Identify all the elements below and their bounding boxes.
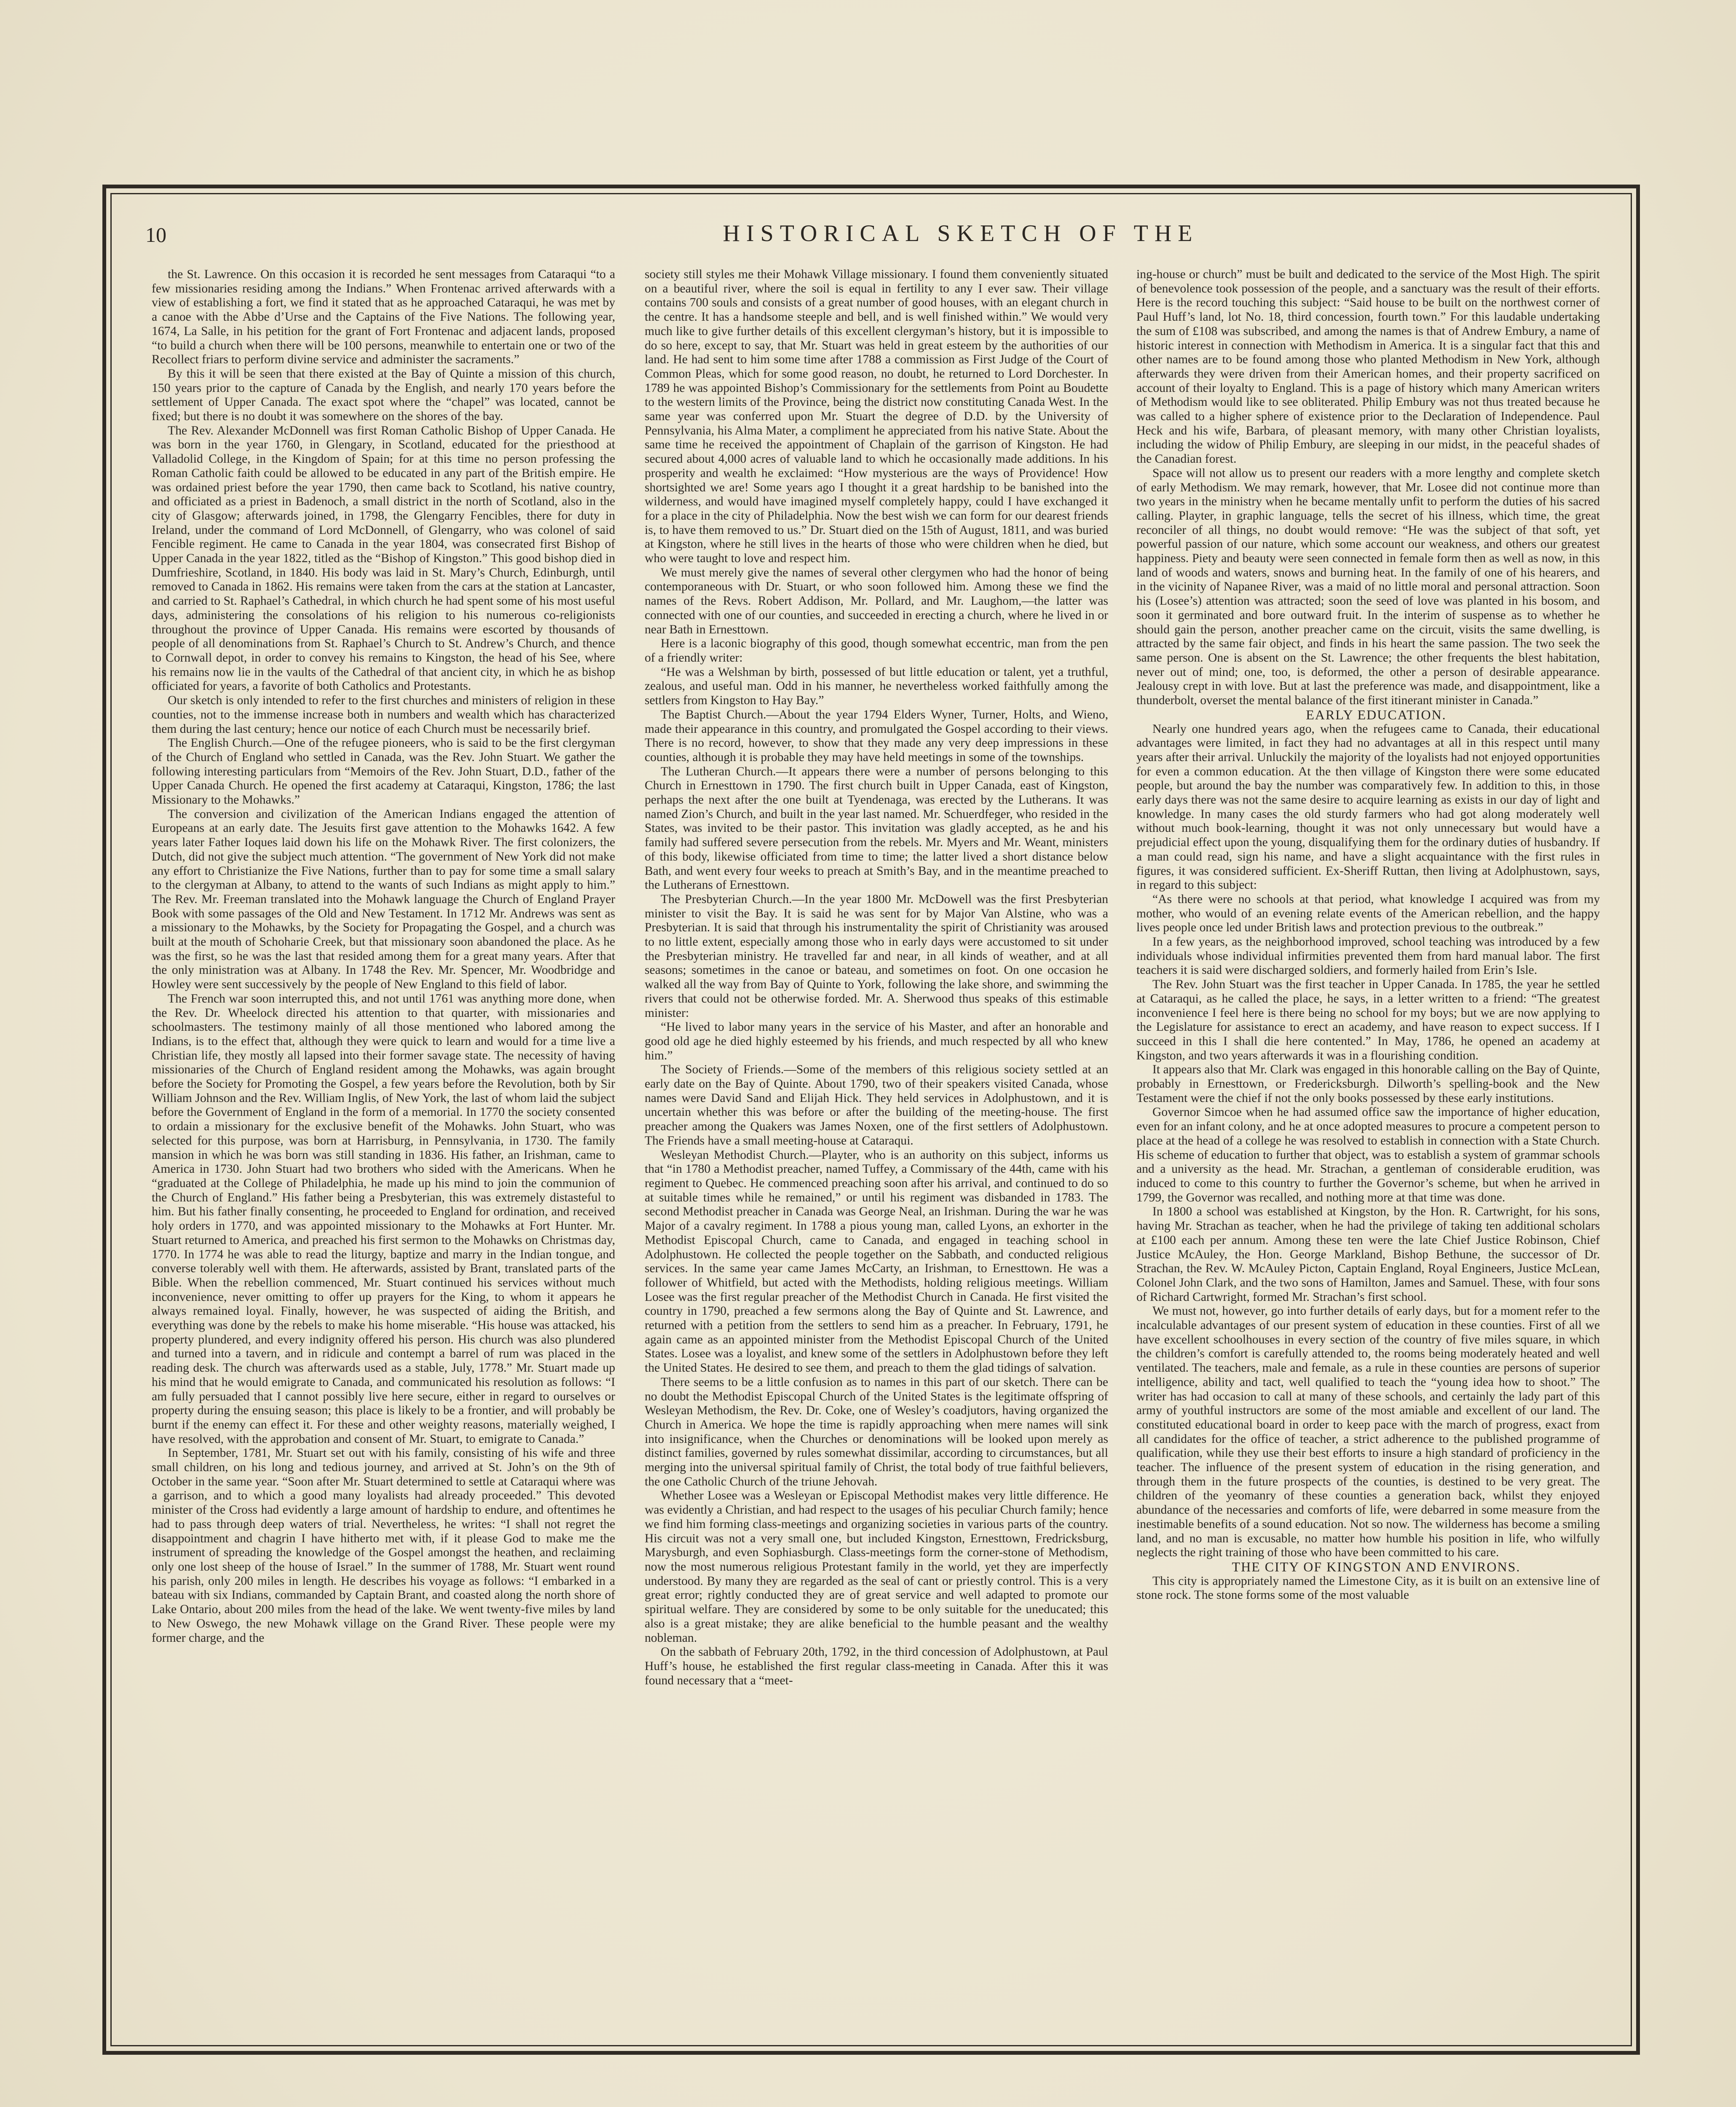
paragraph: The conversion and civilization of the American Indians engaged the attention of Europeans at an early date. The Jesuits first gave attention to the Mohawks 1642. A few years later Father Ioques laid down his life on the Mohawk River. The first colonizers, the Dutch, did not give the subject much attention. “The government of New York did not make any effort to Christianize the Five Nations, further than to pay for some time a small salary to the clergyman at Albany, to attend to the wants of such Indians as might apply to him.” The Rev. Mr. Freeman translated into the Mohawk language the Church of England Prayer Book with some passages of the Old and New Testament. In 1712 Mr. Andrews was sent as a missionary to the Mohawks, by the Society for Propagating the Gospel, and a church was built at the mouth of Schoharie Creek, but that missionary soon abandoned the place. As he was the first, so he was the last that resided among them for a great many years. After that the only ministration was at Albany. In 1748 the Rev. Mr. Spencer, Mr. Woodbridge and Howley were sent successively by the people of New England to this field of labor. bbox=[152, 807, 615, 992]
text-column-1 bbox=[152, 268, 615, 1645]
paragraph: The Lutheran Church.—It appears there were a number of persons belonging to this Church in Ernesttown in 1790. The first church built in Upper Canada, east of Kingston, perhaps the next after the one built at Tyendenaga, was erected by the Lutherans. It was named Zion’s Church, and built in the year last named. Mr. Schuerdfeger, who resided in the States, was invited to be their pastor. This invitation was gladly accepted, as he and his family had suffered severe persecution from the rebels. Mr. Myers and Mr. Weant, ministers of this body, likewise officiated from time to time; the latter lived a short distance below Bath, and went every four weeks to preach at Smith’s Bay, and in the meantime preached to the Lutherans of Ernesttown. bbox=[645, 764, 1108, 892]
running-head: HISTORICAL SKETCH OF THE bbox=[723, 220, 1199, 247]
section-heading: THE CITY OF KINGSTON AND ENVIRONS. bbox=[1232, 1559, 1521, 1574]
paragraph: Governor Simcoe when he had assumed office saw the importance of higher education, even for an infant colony, and he at once adopted measures to procure a competent person to place at the head of a college he was resolved to establish in connection with a State Church. His scheme of education to further that object, was to establish a system of grammar schools and a university as the head. Mr. Strachan, a gentleman of considerable erudition, was induced to come to this country to further the Governor’s scheme, but when he arrived in 1799, the Governor was recalled, and nothing more at that time was done. bbox=[1136, 1105, 1600, 1204]
paragraph: In September, 1781, Mr. Stuart set out with his family, consisting of his wife and three small children, on his long and tedious journey, and arrived at St. John’s on the 9th of October in the same year. “Soon after Mr. Stuart determined to settle at Cataraqui where was a garrison, and to which a good many loyalists had already proceeded.” This devoted minister of the Cross had evidently a large amount of hardship to endure, and oftentimes he had to pass through deep waters of trial. Nevertheless, he writes: “I shall not regret the disappointment and chagrin I have hitherto met with, if it please God to make me the instrument of spreading the knowledge of the Gospel amongst the heathen, and reclaiming only one lost sheep of the house of Israel.” In the summer of 1788, Mr. Stuart went round his parish, only 200 miles in length. He describes his voyage as follows: “I embarked in a bateau with six Indians, commanded by Captain Brant, and coasted along the north shore of Lake Ontario, about 200 miles from the head of the lake. We went twenty-five miles by land to New Oswego, the new Mohawk village on the Grand River. These people were my former charge, and the bbox=[152, 1446, 615, 1645]
paragraph: Here is a laconic biography of this good, though somewhat eccentric, man from the pen of a friendly writer: bbox=[645, 637, 1108, 665]
paragraph: The Baptist Church.—About the year 1794 Elders Wyner, Turner, Holts, and Wieno, made their appearance in this country, and promulgated the Gospel according to their views. There is no record, however, to show that they made any very deep impressions in these counties, although it is probable they may have held meetings in some of the townships. bbox=[645, 708, 1108, 764]
paragraph: society still styles me their Mohawk Village missionary. I found them conveniently situated on a beautiful river, where the soil is equal in fertility to any I ever saw. Their village contains 700 souls and consists of a great number of good houses, with an elegant church in the centre. It has a handsome steeple and bell, and is well finished within.” We would very much like to give further details of this excellent clergyman’s history, but it is impossible to do so here, except to say, that Mr. Stuart was held in great esteem by the authorities of our land. He had sent to him some time after 1788 a commission as First Judge of the Court of Common Pleas, which for some good reason, no doubt, he returned to Lord Dorchester. In 1789 he was appointed Bishop’s Commissionary for the settlements from Point au Boudette to the western limits of the Province, being the district now constituting Canada West. In the same year was conferred upon Mr. Stuart the degree of D.D. by the University of Pennsylvania, his Alma Mater, a compliment he appreciated from his native State. About the same time he received the appointment of Chaplain of the garrison of Kingston. He had secured about 4,000 acres of valuable land to which he occasionally made additions. In his prosperity and wealth he exclaimed: “How mysterious are the ways of Providence! How shortsighted we are! Some years ago I thought it a great hardship to be banished into the wilderness, and would have imagined myself completely happy, could I have exchanged it for a place in the city of Philadelphia. Now the best wish we can form for our dearest friends is, to have them removed to us.” Dr. Stuart died on the 15th of August, 1811, and was buried at Kingston, where he still lives in the hearts of those who were children when he died, but who were taught to love and respect him. bbox=[645, 268, 1108, 566]
paragraph: In 1800 a school was established at Kingston, by the Hon. R. Cartwright, for his sons, having Mr. Strachan as teacher, when he had the privilege of taking ten additional scholars at £100 each per annum. Among these ten were the late Chief Justice Robinson, Chief Justice McAuley, the Hon. George Markland, Bishop Bethune, the successor of Dr. Strachan, the Rev. W. McAuley Picton, Captain England, Royal Engineers, Justice McLean, Colonel John Clark, and the two sons of Hamilton, James and Samuel. These, with four sons of Richard Cartwright, formed Mr. Strachan’s first school. bbox=[1136, 1205, 1600, 1304]
paragraph: We must not, however, go into further details of early days, but for a moment refer to the incalculable advantages of our present system of education in these counties. First of all we have excellent schoolhouses in every section of the country of five miles square, in which the children’s comfort is carefully attended to, the rooms being moderately heated and well ventilated. The teachers, male and female, as a rule in these counties are persons of superior intelligence, ability and tact, well qualified to teach the “young idea how to shoot.” The writer has had occasion to call at many of these schools, and certainly the lady part of this army of youthful instructors are some of the most amiable and excellent of our land. The constituted educational board in order to keep pace with the march of progress, exact from all candidates for the office of teacher, a strict adherence to the published programme of qualification, while they use their best efforts to insure a high standard of proficiency in the teacher. The influence of the present system of education in the rising generation, and through them in the future prospects of the counties, is destined to be very great. The children of the yeomanry of these counties a generation back, whilst they enjoyed abundance of the necessaries and comforts of life, were debarred in some measure from the inestimable benefits of a sound education. Not so now. The wilderness has become a smiling land, and no man is excusable, no matter how humble his position in life, who wilfully neglects the right training of those who have been committed to his care. bbox=[1136, 1304, 1600, 1560]
paragraph: “He was a Welshman by birth, possessed of but little education or talent, yet a truthful, zealous, and useful man. Odd in his manner, he nevertheless worked faithfully among the settlers from Kingston to Hay Bay.” bbox=[645, 665, 1108, 708]
paragraph: We must merely give the names of several other clergymen who had the honor of being contemporaneous with Dr. Stuart, or who soon followed him. Among these we find the names of the Revs. Robert Addison, Mr. Pollard, and Mr. Laughom,—the latter was connected with one of our counties, and succeeded in erecting a church, where he lived in or near Bath in Ernesttown. bbox=[645, 566, 1108, 636]
paragraph: Nearly one hundred years ago, when the refugees came to Canada, their educational advantages were limited, in fact they had no advantages at all in this respect until many years after their arrival. Unluckily the majority of the loyalists had not enjoyed opportunities for even a common education. At the then village of Kingston there were some educated people, but around the bay the number was comparatively few. In addition to this, in those early days there was not the same desire to acquire learning as exists in our day of light and knowledge. In many cases the old sturdy farmers who had got along moderately well without much book-learning, thought it was not only unnecessary but would have a prejudicial effect upon the young, disqualifying them for the ordinary duties of husbandry. If a man could read, sign his name, and have a slight acquaintance with the first rules in figures, it was considered sufficient. Ex-Sheriff Ruttan, then living at Adolphustown, says, in regard to this subject: bbox=[1136, 722, 1600, 892]
paragraph: ing-house or church” must be built and dedicated to the service of the Most High. The spirit of benevolence took possession of the people, and a sanctuary was the result of their efforts. Here is the record touching this subject: “Said house to be built on the northwest corner of Paul Huff’s land, lot No. 18, third concession, fourth town.” For this laudable undertaking the sum of £108 was subscribed, and among the names is that of Andrew Embury, a name of historic interest in connection with Methodism in America. It is a singular fact that this and other names are to be found among those who planted Methodism in New York, although afterwards they were driven from their American homes, and their property sacrificed on account of their loyalty to England. This is a page of history which many American writers of Methodism would like to see obliterated. Philip Embury was not thus treated because he was called to a higher sphere of existence prior to the Declaration of Independence. Paul Heck and his wife, Barbara, of pleasant memory, with many other Christian loyalists, including the widow of Philip Embury, are sleeping in our midst, in the peaceful shades of the Canadian forest. bbox=[1136, 268, 1600, 466]
paragraph: By this it will be seen that there existed at the Bay of Quinte a mission of this church, 150 years prior to the capture of Canada by the English, and nearly 170 years before the settlement of Upper Canada. The exact spot where the “chapel” was located, cannot be fixed; but there is no doubt it was somewhere on the shores of the bay. bbox=[152, 367, 615, 424]
paragraph: Whether Losee was a Wesleyan or Episcopal Methodist makes very little difference. He was evidently a Christian, and had respect to the usages of his peculiar Church family; hence we find him forming class-meetings and organizing societies in various parts of the country. His circuit was not a very small one, but included Kingston, Ernesttown, Fredricksburg, Marysburgh, and even Sophiasburgh. Class-meetings form the corner-stone of Methodism, now the most numerous religious Protestant family in the world, yet they are imperfectly understood. By many they are regarded as the seal of cant or priestly control. This is a very great error; rightly conducted they are of great service and well adapted to promote our spiritual welfare. They are considered by some to be only suitable for the uneducated; this also is a great mistake; they are alike beneficial to the humble peasant and the wealthy nobleman. bbox=[645, 1489, 1108, 1645]
paragraph: The Presbyterian Church.—In the year 1800 Mr. McDowell was the first Presbyterian minister to visit the Bay. It is said he was sent for by Major Van Alstine, who was a Presbyterian. It is said that through his instrumentality the spirit of Christianity was aroused to no little extent, especially among those who in early days were accustomed to sit under the Presbyterian ministry. He travelled far and near, in all kinds of weather, and at all seasons; sometimes in the canoe or bateau, and sometimes on foot. On one occasion he walked all the way from Bay of Quinte to York, following the lake shore, and swimming the rivers that could not be otherwise forded. Mr. A. Sherwood thus speaks of this estimable minister: bbox=[645, 892, 1108, 1020]
paragraph: Our sketch is only intended to refer to the first churches and ministers of religion in these counties, not to the immense increase both in numbers and wealth which has characterized them during the last century; hence our notice of each Church must be necessarily brief. bbox=[152, 694, 615, 736]
paragraph: Space will not allow us to present our readers with a more lengthy and complete sketch of early Methodism. We may remark, however, that Mr. Losee did not continue more than two years in the ministry when he became mentally unfit to perform the duties of his sacred calling. Playter, in graphic language, tells the secret of his illness, which time, the great reconciler of all things, no doubt would remove: “He was the subject of that soft, yet powerful passion of our nature, which some account our weakness, and others our greatest happiness. Piety and beauty were seen connected in female form then as well as now, in this land of woods and waters, snows and burning heat. In the family of one of his hearers, and in the vicinity of Napanee River, was a maid of no little moral and personal attraction. Soon his (Losee’s) attention was attracted; soon the seed of love was planted in his bosom, and soon it germinated and bore outward fruit. In the interim of suspense as to whether he should gain the person, another preacher came on the circuit, visits the same dwelling, is attracted by the same fair object, and finds in his heart the same passion. The two seek the same person. One is absent on the St. Lawrence; the other frequents the blest habitation, never out of mind; one, too, is deformed, the other a person of desirable appearance. Jealousy crept in with love. But at last the preference was made, and disappointment, like a thunderbolt, overset the mental balance of the first itinerant minister in Canada.” bbox=[1136, 466, 1600, 708]
text-column-2 bbox=[645, 268, 1108, 1688]
paragraph: Wesleyan Methodist Church.—Playter, who is an authority on this subject, informs us that “in 1780 a Methodist preacher, named Tuffey, a Commissary of the 44th, came with his regiment to Quebec. He commenced preaching soon after his arrival, and continued to do so at suitable times while he remained,” or until his regiment was disbanded in 1783. The second Methodist preacher in Canada was George Neal, an Irishman. During the war he was Major of a cavalry regiment. In 1788 a pious young man, called Lyons, an exhorter in the Methodist Episcopal Church, came to Canada, and engaged in teaching school in Adolphustown. He collected the people together on the Sabbath, and conducted religious services. In the same year came James McCarty, an Irishman, to Ernesttown. He was a follower of Whitfield, but acted with the Methodists, holding religious meetings. William Losee was the first regular preacher of the Methodist Church in Canada. He first visited the country in 1790, preached a few sermons along the Bay of Quinte and St. Lawrence, and returned with a petition from the settlers to send him as a preacher. In February, 1791, he again came as an appointed minister from the Methodist Episcopal Church of the United States. Losee was a loyalist, and knew some of the settlers in Adolphustown before they left the United States. He desired to see them, and preach to them the glad tidings of salvation. bbox=[645, 1148, 1108, 1375]
paragraph: The Rev. John Stuart was the first teacher in Upper Canada. In 1785, the year he settled at Cataraqui, as he called the place, he says, in a letter written to a friend: “The greatest inconvenience I feel here is there being no school for my boys; but we are now applying to the Legislature for assistance to erect an academy, and have reason to expect success. If I succeed in this I shall die here contented.” In May, 1786, he opened an academy at Kingston, and two years afterwards it was in a flourishing condition. bbox=[1136, 978, 1600, 1062]
paragraph: the St. Lawrence. On this occasion it is recorded he sent messages from Cataraqui “to a few missionaries residing among the Indians.” When Frontenac arrived afterwards with a view of establishing a fort, we find it stated that as he approached Cataraqui, he was met by a canoe with the Abbe d’Urse and the Captains of the Five Nations. The following year, 1674, La Salle, in his petition for the grant of Fort Frontenac and adjacent lands, proposed “to build a church when there will be 100 persons, meanwhile to entertain one or two of the Recollect friars to perform divine service and administer the sacraments.” bbox=[152, 268, 615, 367]
paragraph: It appears also that Mr. Clark was engaged in this honorable calling on the Bay of Quinte, probably in Ernesttown, or Fredericksburgh. Dilworth’s spelling-book and the New Testament were the chief if not the only books possessed by these early institutions. bbox=[1136, 1063, 1600, 1105]
paragraph: “He lived to labor many years in the service of his Master, and after an honorable and good old age he died highly esteemed by his friends, and much respected by all who knew him.” bbox=[645, 1020, 1108, 1062]
paragraph: In a few years, as the neighborhood improved, school teaching was introduced by a few individuals whose individual infirmities prevented them from hard manual labor. The first teachers it is said were discharged soldiers, and formerly hailed from Erin’s Isle. bbox=[1136, 935, 1600, 977]
page-number: 10 bbox=[145, 223, 166, 247]
paragraph: The Society of Friends.—Some of the members of this religious society settled at an early date on the Bay of Quinte. About 1790, two of their speakers visited Canada, whose names were David Sand and Elijah Hick. They held services in Adolphustown, and it is uncertain whether this was before or after the building of the meeting-house. The first preacher among the Quakers was James Noxen, one of the first settlers of Adolphustown. The Friends have a small meeting-house at Cataraqui. bbox=[645, 1063, 1108, 1147]
paragraph: “As there were no schools at that period, what knowledge I acquired was from my mother, who would of an evening relate events of the American rebellion, and the happy lives people once led under British laws and protection previous to the outbreak.” bbox=[1136, 892, 1600, 935]
paragraph: The French war soon interrupted this, and not until 1761 was anything more done, when the Rev. Dr. Wheelock directed his attention to that quarter, with missionaries and schoolmasters. The testimony mainly of all those mentioned who labored among the Indians, is to the effect that, although they were quick to learn and would for a time live a Christian life, they mostly all lapsed into their former savage state. The necessity of having missionaries of the Church of England resident among the Mohawks, was again brought before the Society for Promoting the Gospel, a few years before the Revolution, both by Sir William Johnson and the Rev. William Inglis, of New York, the last of whom laid the subject before the Government of England in the form of a memorial. In 1770 the society consented to ordain a missionary for the exclusive benefit of the Mohawks. John Stuart, who was selected for this purpose, was born at Harrisburg, in Pennsylvania, in 1730. The family mansion in which he was born was still standing in 1836. His father, an Irishman, came to America in 1730. John Stuart had two brothers who sided with the Americans. When he “graduated at the College of Philadelphia, he made up his mind to join the communion of the Church of England.” His father being a Presbyterian, this was extremely distasteful to him. But his father finally consenting, he proceeded to England for ordination, and received holy orders in 1770, and was appointed missionary to the Mohawks at Fort Hunter. Mr. Stuart returned to America, and preached his first sermon to the Mohawks on Christmas day, 1770. In 1774 he was able to read the liturgy, baptize and marry in the Indian tongue, and converse tolerably well with them. He afterwards, assisted by Brant, translated parts of the Bible. When the rebellion commenced, Mr. Stuart continued his services without much inconvenience, never omitting to offer up prayers for the King, to whom it appears he always remained loyal. Finally, however, he was suspected of aiding the British, and everything was done by the rebels to make his home miserable. “His house was attacked, his property plundered, and every indignity offered his person. His church was also plundered and turned into a tavern, and in ridicule and contempt a barrel of rum was placed in the reading desk. The church was afterwards used as a stable, July, 1778.” Mr. Stuart made up his mind that he would emigrate to Canada, and communicated his resolution as follows: “I am fully persuaded that I cannot possibly live here secure, either in regard to ourselves or property during the ensuing season; this place is likely to be a frontier, and will probably be burnt if the enemy can effect it. For these and other weighty reasons, materially weighed, I have resolved, with the approbation and consent of Mr. Stuart, to emigrate to Canada.” bbox=[152, 992, 615, 1446]
text-column-3 bbox=[1136, 268, 1600, 1603]
section-heading: EARLY EDUCATION. bbox=[1306, 707, 1447, 722]
paragraph: On the sabbath of February 20th, 1792, in the third concession of Adolphustown, at Paul Huff’s house, he established the first regular class-meeting in Canada. After this it was found necessary that a “meet- bbox=[645, 1645, 1108, 1687]
paragraph: There seems to be a little confusion as to names in this part of our sketch. There can be no doubt the Methodist Episcopal Church of the United States is the legitimate offspring of Wesleyan Methodism, the Rev. Dr. Coke, one of Wesley’s coadjutors, having organized the Church in America. We hope the time is rapidly approaching when mere names will sink into insignificance, when the Churches or denominations will be looked upon merely as distinct families, governed by rules somewhat dissimilar, according to circumstances, but all merging into the universal spiritual family of Christ, the total body of true faithful believers, the one Catholic Church of the triune Jehovah. bbox=[645, 1375, 1108, 1488]
paragraph: This city is appropriately named the Limestone City, as it is built on an extensive line of stone rock. The stone forms some of the most valuable bbox=[1136, 1574, 1600, 1602]
paragraph: The English Church.—One of the refugee pioneers, who is said to be the first clergyman of the Church of England who settled in Canada, was the Rev. John Stuart. We gather the following interesting particulars from “Memoirs of the Rev. John Stuart, D.D., father of the Upper Canada Church. He opened the first academy at Cataraqui, Kingston, 1786; the last Missionary to the Mohawks.” bbox=[152, 736, 615, 807]
paragraph: The Rev. Alexander McDonnell was first Roman Catholic Bishop of Upper Canada. He was born in the year 1760, in Glengary, in Scotland, educated for the priesthood at Valladolid College, in the Kingdom of Spain; for at this time no person professing the Roman Catholic faith could be allowed to be educated in any part of the British empire. He was ordained priest before the year 1790, then came back to Scotland, his native country, and officiated as a priest in Badenoch, a small district in the north of Scotland, also in the city of Glasgow; afterwards joined, in 1798, the Glengarry Fencibles, there for duty in Ireland, under the command of Lord McDonnell, of Glengarry, who was colonel of said Fencible regiment. He came to Canada in the year 1804, was consecrated first Bishop of Upper Canada in the year 1822, titled as the “Bishop of Kingston.” This good bishop died in Dumfrieshire, Scotland, in 1840. His body was laid in St. Mary’s Church, Edinburgh, until removed to Canada in 1862. His remains were taken from the cars at the station at Lancaster, and carried to St. Raphael’s Cathedral, in which church he had spent some of his most useful days, administering the consolations of his religion to his numerous co-religionists throughout the province of Upper Canada. His remains were escorted by thousands of people of all denominations from St. Raphael’s Church to St. Andrew’s Church, and thence to Cornwall depot, in order to convey his remains to Kingston, the head of his See, where his remains now lie in the vaults of the Cathedral of that ancient city, in which he as bishop officiated for years, a favorite of both Catholics and Protestants. bbox=[152, 424, 615, 693]
